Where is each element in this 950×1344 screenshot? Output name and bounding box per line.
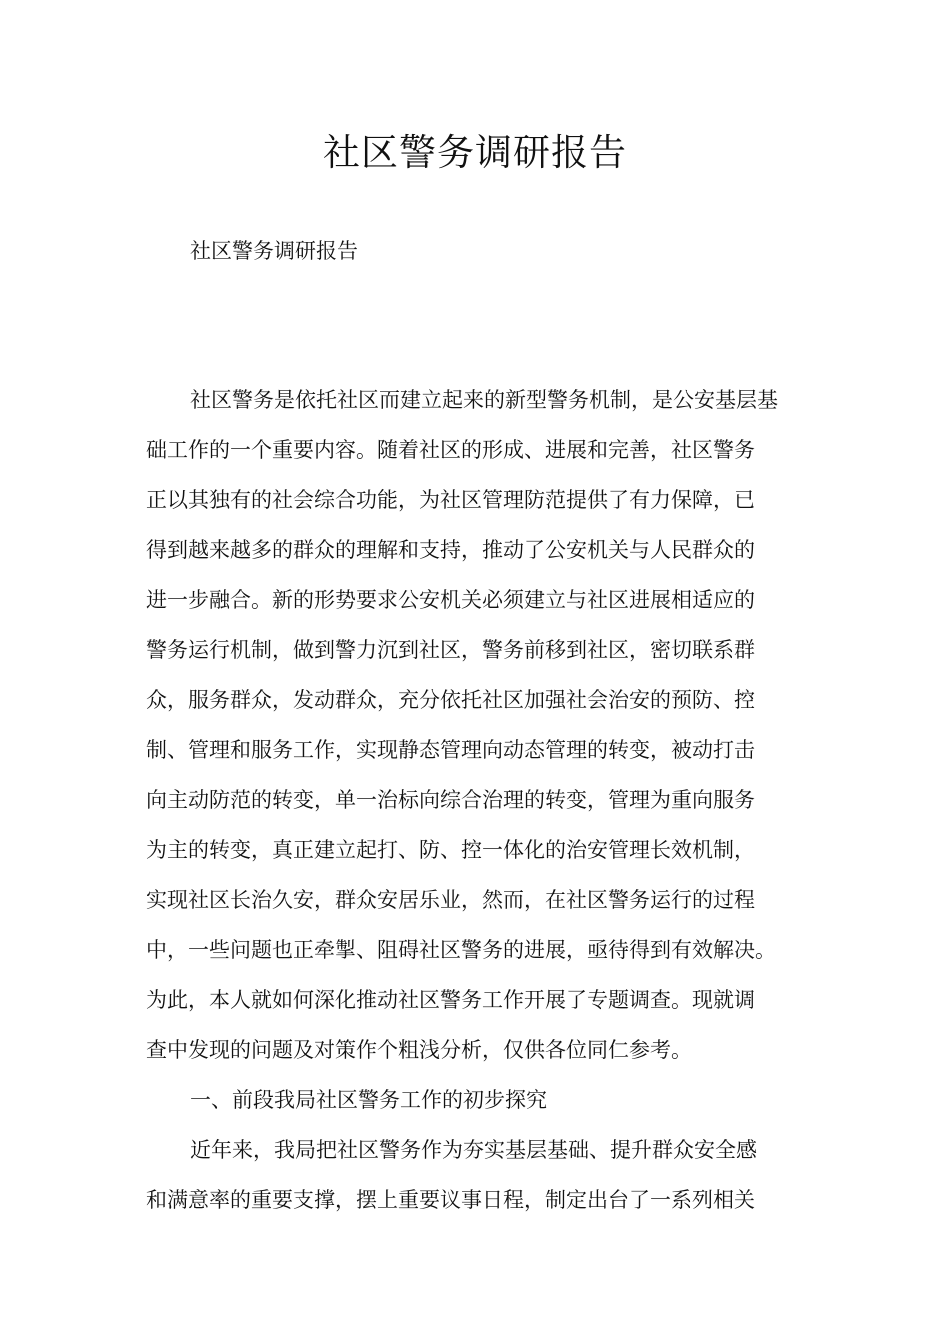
paragraph-line: 中，一些问题也正牵掣、阻碍社区警务的进展，亟待得到有效解决。	[146, 938, 776, 962]
paragraph-line: 为主的转变，真正建立起打、防、控一体化的治安管理长效机制，	[146, 838, 755, 862]
paragraph-line: 社区警务是依托社区而建立起来的新型警务机制，是公安基层基	[190, 388, 778, 412]
paragraph-line: 进一步融合。新的形势要求公安机关必须建立与社区进展相适应的	[146, 588, 755, 612]
paragraph-line: 查中发现的问题及对策作个粗浅分析，仅供各位同仁参考。	[146, 1038, 692, 1062]
paragraph-line: 众，服务群众，发动群众，充分依托社区加强社会治安的预防、控	[146, 688, 755, 712]
paragraph-line: 为此，本人就如何深化推动社区警务工作开展了专题调查。现就调	[146, 988, 755, 1012]
paragraph-line: 近年来，我局把社区警务作为夯实基层基础、提升群众安全感	[190, 1138, 757, 1162]
section-heading: 一、前段我局社区警务工作的初步探究	[190, 1088, 547, 1112]
paragraph-line: 础工作的一个重要内容。随着社区的形成、进展和完善，社区警务	[146, 438, 755, 462]
paragraph-line: 和满意率的重要支撑，摆上重要议事日程，制定出台了一系列相关	[146, 1188, 755, 1212]
paragraph-line: 警务运行机制，做到警力沉到社区，警务前移到社区，密切联系群	[146, 638, 755, 662]
document-title: 社区警务调研报告	[323, 131, 627, 174]
paragraph-line: 实现社区长治久安，群众安居乐业，然而，在社区警务运行的过程	[146, 888, 755, 912]
paragraph-line: 正以其独有的社会综合功能，为社区管理防范提供了有力保障，已	[146, 488, 755, 512]
document-subtitle: 社区警务调研报告	[190, 239, 358, 263]
paragraph-line: 得到越来越多的群众的理解和支持，推动了公安机关与人民群众的	[146, 538, 755, 562]
paragraph-line: 制、管理和服务工作，实现静态管理向动态管理的转变，被动打击	[146, 738, 755, 762]
paragraph-line: 向主动防范的转变，单一治标向综合治理的转变，管理为重向服务	[146, 788, 755, 812]
